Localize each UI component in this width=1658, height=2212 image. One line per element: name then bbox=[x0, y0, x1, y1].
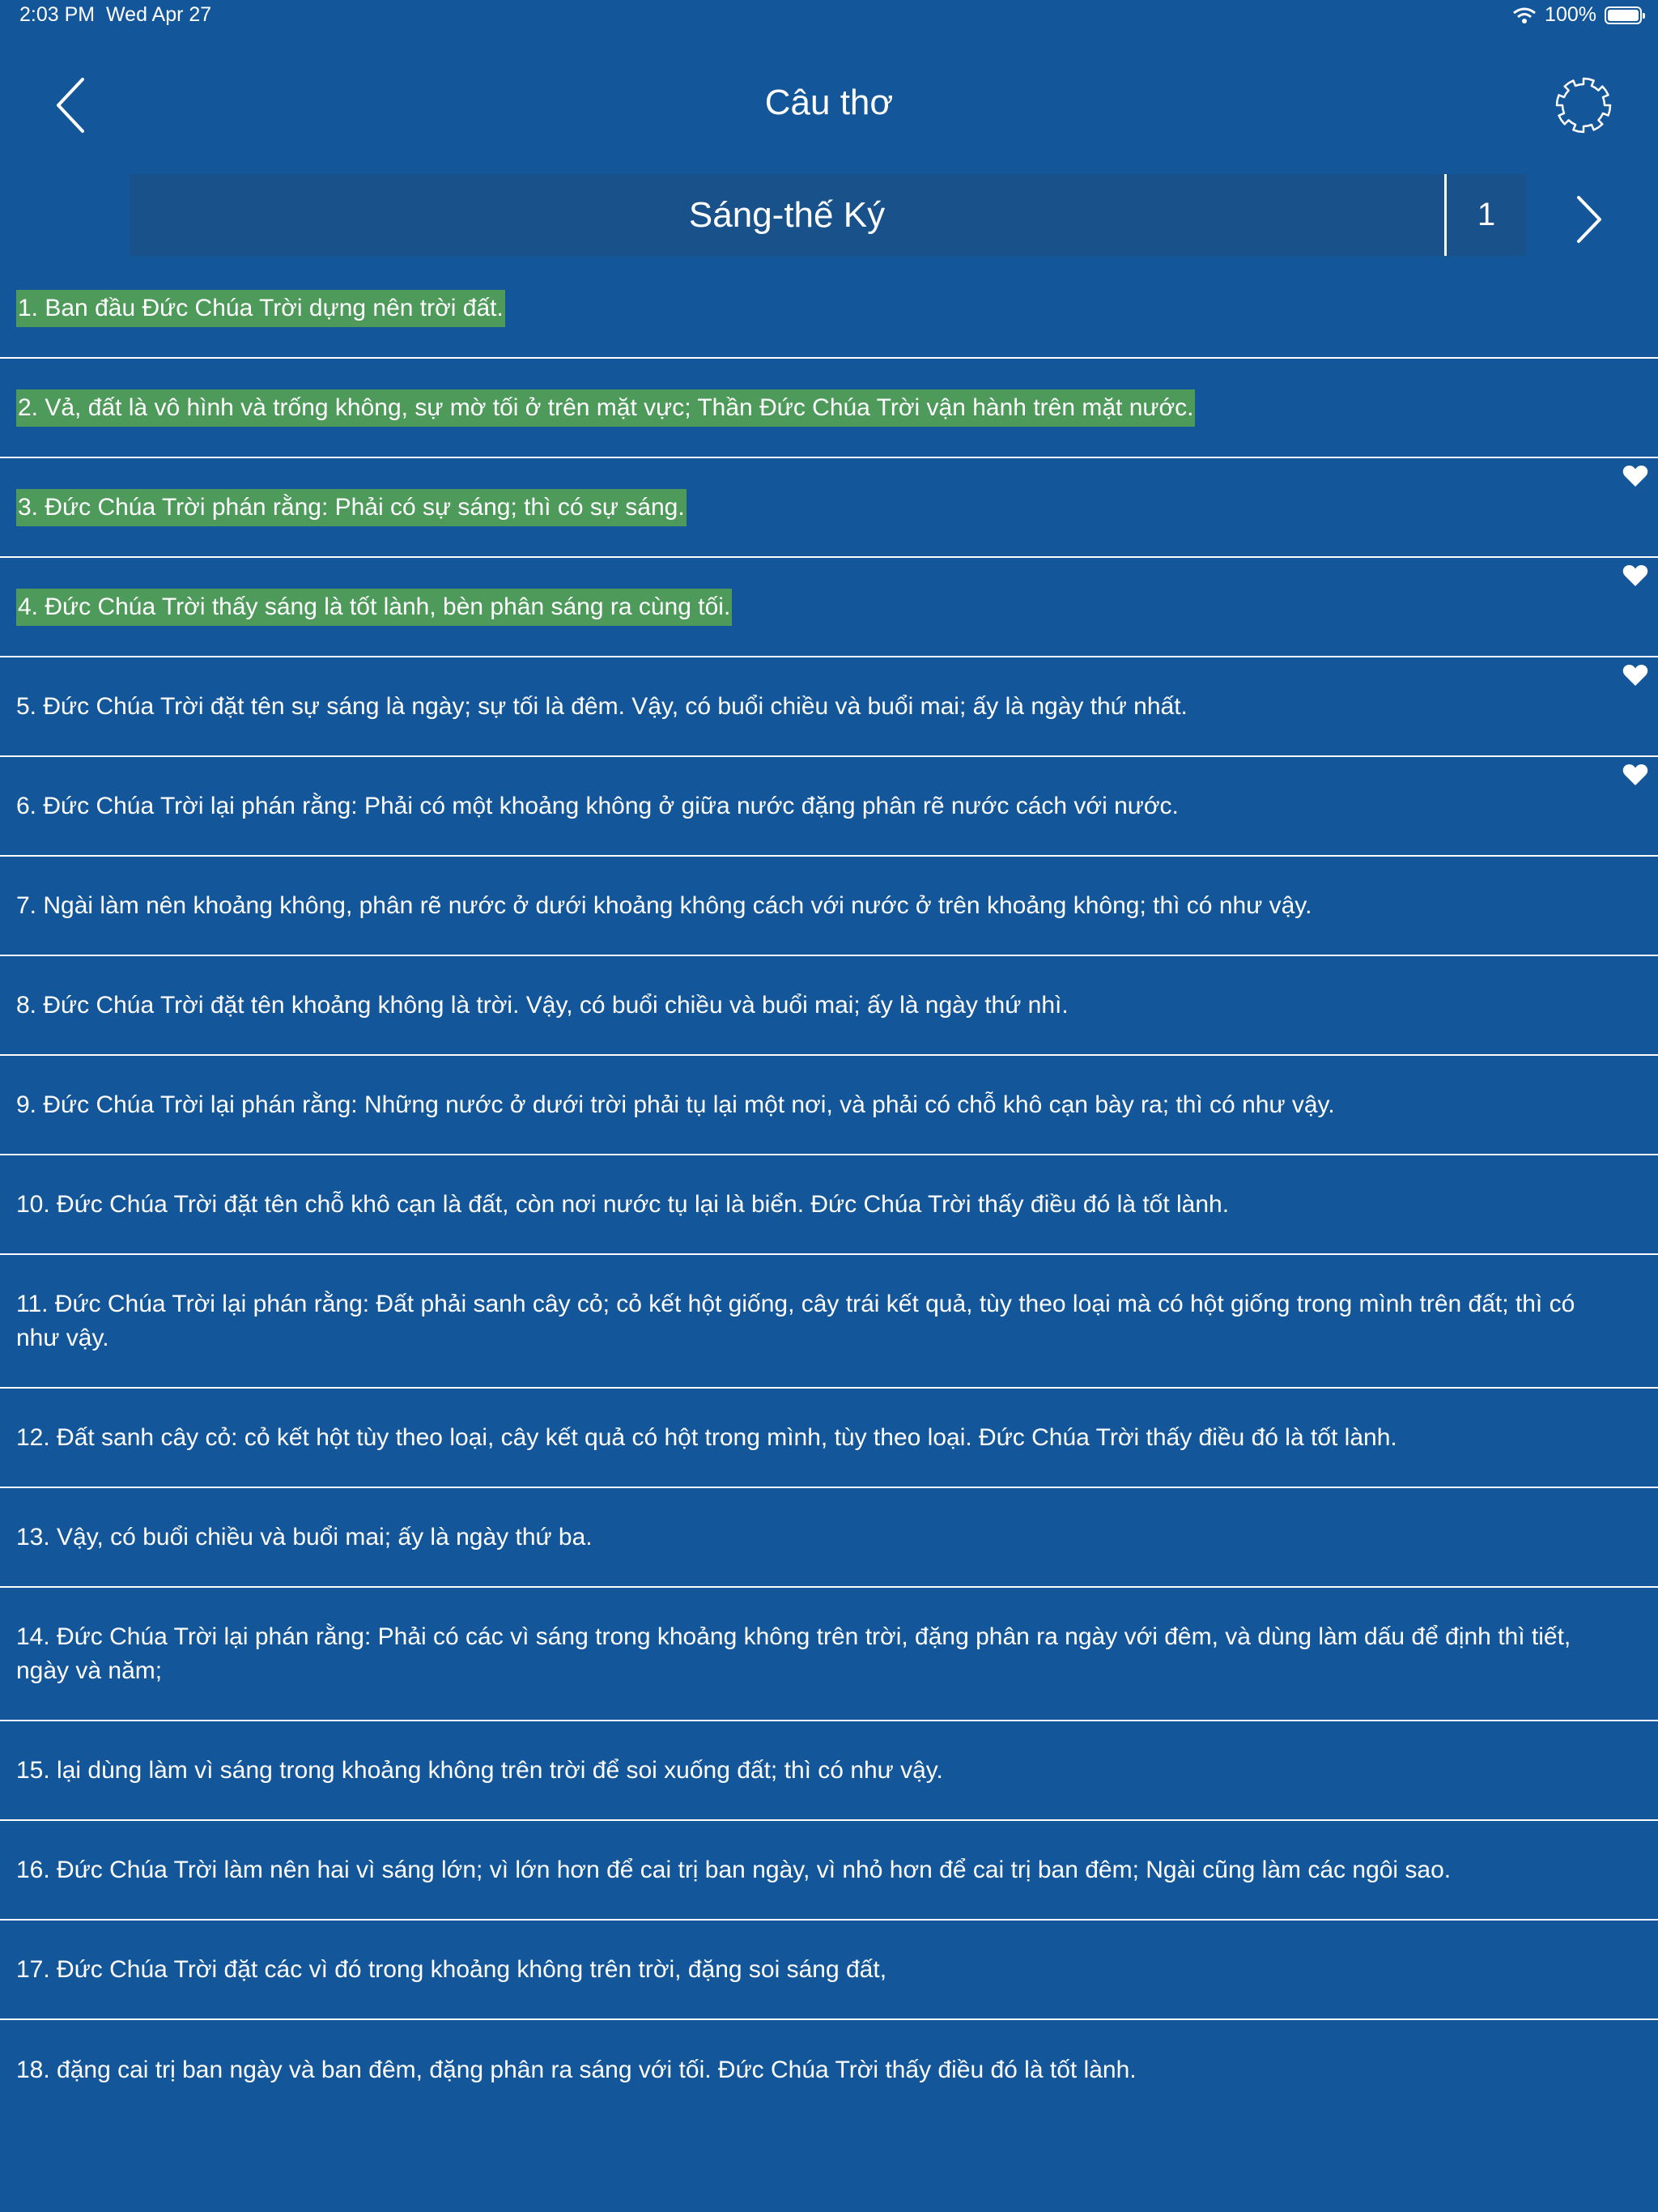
heart-icon[interactable] bbox=[1622, 465, 1648, 487]
battery-percent: 100% bbox=[1545, 3, 1596, 26]
verse-text: 14. Đức Chúa Trời lại phán rằng: Phải có các vì sáng trong khoảng không trên trời, đặng phân ra ngày với đêm, và dùng làm dấu để định thì tiết, ngày và năm; bbox=[16, 1623, 1571, 1684]
verse-row[interactable] bbox=[0, 359, 1658, 458]
next-chapter-button[interactable] bbox=[1562, 191, 1611, 248]
status-time: 2:03 PM Wed Apr 27 bbox=[19, 3, 212, 26]
verse-list[interactable] bbox=[0, 259, 1658, 2083]
verse-text: 6. Đức Chúa Trời lại phán rằng: Phải có một khoảng không ở giữa nước đặng phân rẽ nước cách với nước. bbox=[16, 792, 1179, 819]
verse-text: 5. Đức Chúa Trời đặt tên sự sáng là ngày; sự tối là đêm. Vậy, có buổi chiều và buổi mai; ấy là ngày thứ nhất. bbox=[16, 692, 1188, 720]
verse-row[interactable] bbox=[0, 558, 1658, 657]
verse-text: 16. Đức Chúa Trời làm nên hai vì sáng lớn; vì lớn hơn để cai trị ban ngày, vì nhỏ hơn để cai trị ban đêm; Ngài cũng làm các ngôi sao. bbox=[16, 1856, 1452, 1883]
verse-row[interactable] bbox=[0, 1821, 1658, 1921]
page-title: Câu thơ bbox=[764, 83, 894, 122]
battery-icon bbox=[1605, 6, 1642, 24]
heart-icon[interactable] bbox=[1622, 764, 1648, 786]
chevron-right-icon bbox=[1562, 191, 1611, 248]
verse-row[interactable] bbox=[0, 1255, 1658, 1389]
verse-row[interactable] bbox=[0, 1056, 1658, 1155]
verse-row[interactable] bbox=[0, 1389, 1658, 1488]
heart-icon[interactable] bbox=[1622, 564, 1648, 587]
verse-text: 13. Vậy, có buổi chiều và buổi mai; ấy là ngày thứ ba. bbox=[16, 1523, 593, 1551]
verse-text: 1. Ban đầu Đức Chúa Trời dựng nên trời đất. bbox=[16, 290, 505, 327]
status-bar bbox=[0, 0, 1658, 32]
heart-icon[interactable] bbox=[1622, 664, 1648, 687]
verse-row[interactable] bbox=[0, 1488, 1658, 1588]
settings-button[interactable] bbox=[1553, 74, 1614, 136]
verse-row[interactable] bbox=[0, 458, 1658, 558]
verse-row[interactable] bbox=[0, 2020, 1658, 2120]
nav-bar bbox=[0, 49, 1658, 162]
verse-text: 15. lại dùng làm vì sáng trong khoảng không trên trời để soi xuống đất; thì có như vậy. bbox=[16, 1756, 943, 1784]
wifi-icon bbox=[1512, 6, 1537, 24]
verse-row[interactable] bbox=[0, 956, 1658, 1056]
status-right bbox=[1512, 3, 1642, 27]
verse-row[interactable] bbox=[0, 657, 1658, 757]
verse-row[interactable] bbox=[0, 857, 1658, 956]
chapter-button[interactable]: 1 bbox=[1477, 197, 1496, 232]
verse-text: 8. Đức Chúa Trời đặt tên khoảng không là trời. Vậy, có buổi chiều và buổi mai; ấy là ngày thứ nhì. bbox=[16, 991, 1069, 1019]
verse-text: 9. Đức Chúa Trời lại phán rằng: Những nước ở dưới trời phải tụ lại một nơi, và phải có chỗ khô cạn bày ra; thì có như vậy. bbox=[16, 1091, 1335, 1118]
verse-text: 18. đặng cai trị ban ngày và ban đêm, đặng phân ra sáng với tối. Đức Chúa Trời thấy điều đó là tốt lành. bbox=[16, 2056, 1137, 2083]
verse-text: 12. Đất sanh cây cỏ: cỏ kết hột tùy theo loại, cây kết quả có hột trong mình, tùy theo loại. Đức Chúa Trời thấy điều đó là tốt lành. bbox=[16, 1423, 1397, 1451]
verse-text: 3. Đức Chúa Trời phán rằng: Phải có sự sáng; thì có sự sáng. bbox=[16, 489, 687, 526]
verse-row[interactable] bbox=[0, 259, 1658, 359]
verse-row[interactable] bbox=[0, 1721, 1658, 1821]
verse-text: 11. Đức Chúa Trời lại phán rằng: Đất phải sanh cây cỏ; cỏ kết hột giống, cây trái kết quả, tùy theo loại mà có hột giống trong mình trên đất; thì có như vậy. bbox=[16, 1290, 1575, 1351]
verse-row[interactable] bbox=[0, 1155, 1658, 1255]
book-selector bbox=[130, 174, 1526, 256]
verse-row[interactable] bbox=[0, 757, 1658, 857]
verse-text: 7. Ngài làm nên khoảng không, phân rẽ nước ở dưới khoảng không cách với nước ở trên khoảng không; thì có như vậy. bbox=[16, 891, 1312, 919]
book-name-button[interactable]: Sáng-thế Ký bbox=[688, 195, 886, 235]
gear-icon bbox=[1553, 74, 1614, 136]
verse-text: 10. Đức Chúa Trời đặt tên chỗ khô cạn là đất, còn nơi nước tụ lại là biển. Đức Chúa Trời thấy điều đó là tốt lành. bbox=[16, 1190, 1230, 1218]
verse-row[interactable] bbox=[0, 1588, 1658, 1721]
verse-text: 17. Đức Chúa Trời đặt các vì đó trong khoảng không trên trời, đặng soi sáng đất, bbox=[16, 1955, 887, 1983]
verse-text: 2. Vả, đất là vô hình và trống không, sự mờ tối ở trên mặt vực; Thần Đức Chúa Trời vận hành trên mặt nước. bbox=[16, 389, 1195, 427]
verse-row[interactable] bbox=[0, 1921, 1658, 2020]
verse-text: 4. Đức Chúa Trời thấy sáng là tốt lành, bèn phân sáng ra cùng tối. bbox=[16, 589, 732, 626]
